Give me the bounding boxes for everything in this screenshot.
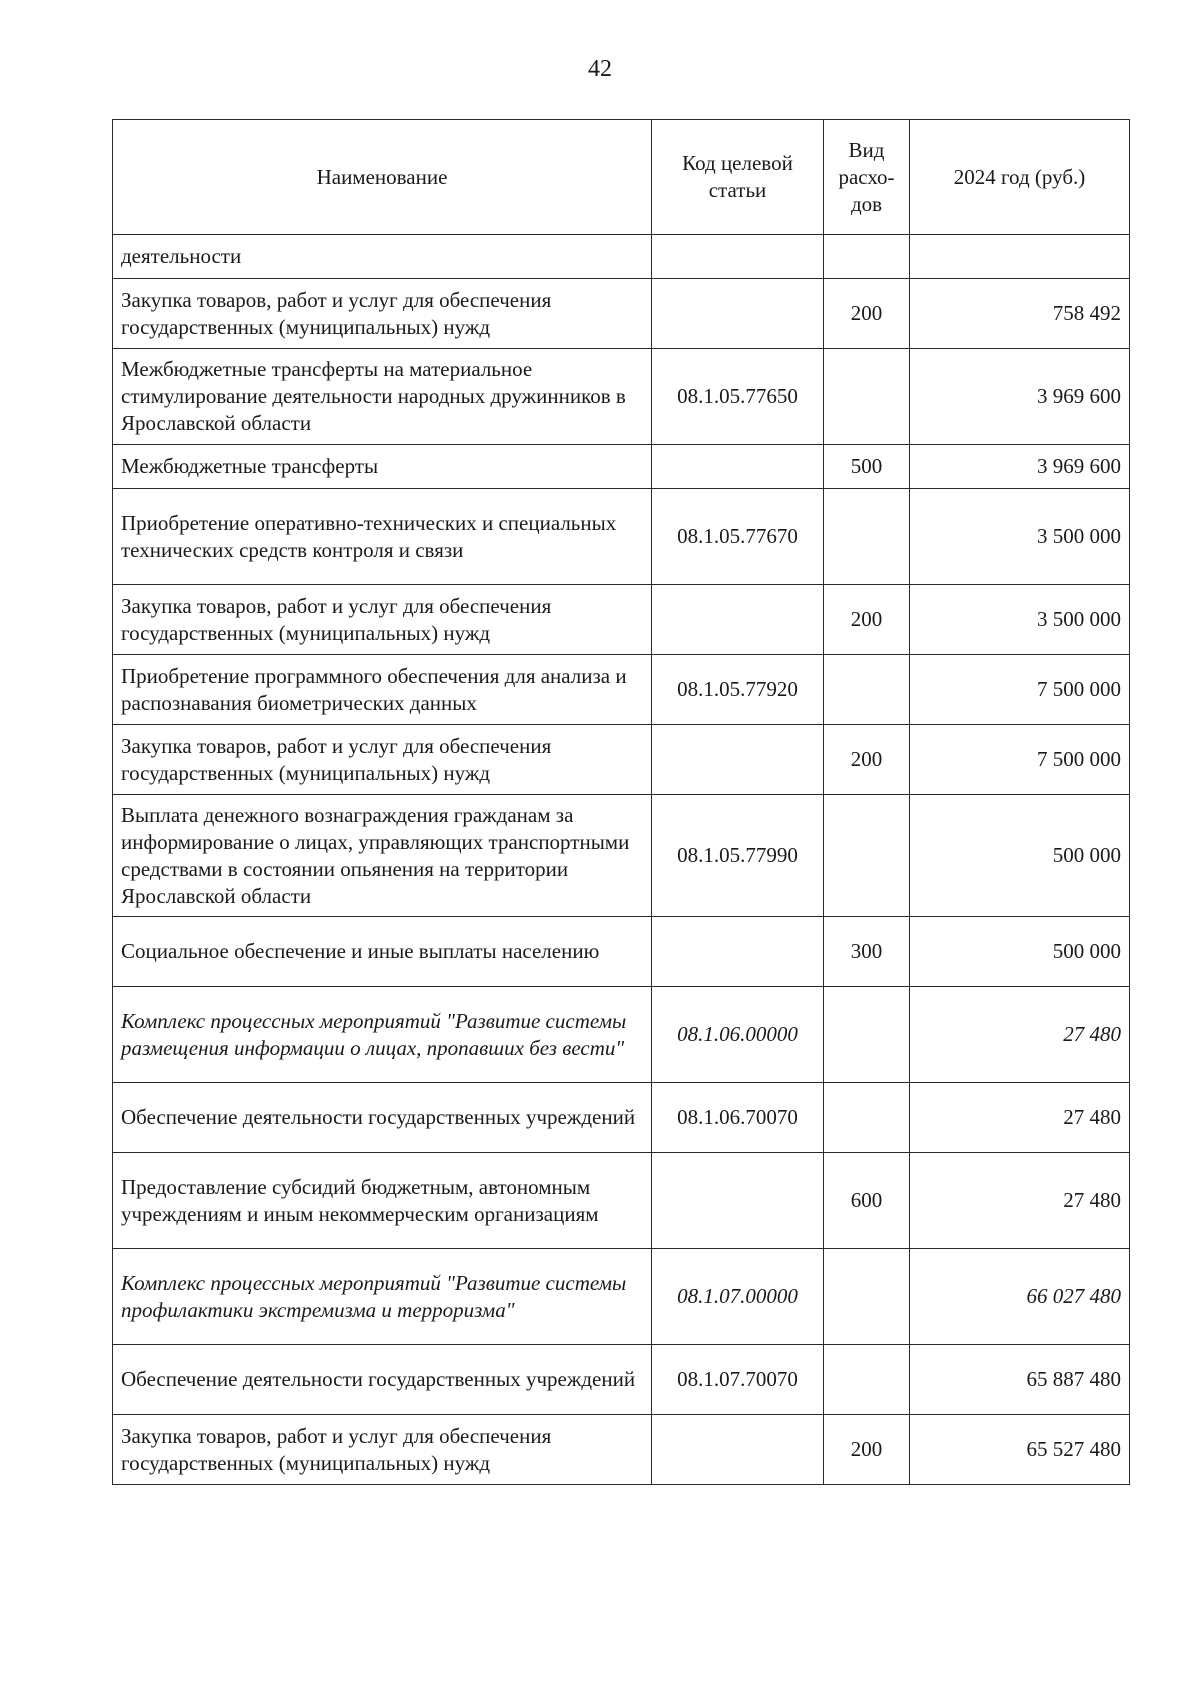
table-row <box>113 795 1130 917</box>
row-name-cell: Межбюджетные трансферты <box>113 445 652 489</box>
budget-table <box>112 119 1130 1485</box>
row-amount-cell: 7 500 000 <box>910 655 1130 725</box>
row-name-cell: Обеспечение деятельности государственных учреждений <box>113 1345 652 1415</box>
row-kind-cell: 500 <box>824 445 910 489</box>
row-kind-cell <box>824 349 910 445</box>
table-row <box>113 1415 1130 1485</box>
row-amount-cell: 65 887 480 <box>910 1345 1130 1415</box>
table-row <box>113 1083 1130 1153</box>
row-name-cell: Закупка товаров, работ и услуг для обеспечения государственных (муниципальных) нужд <box>113 585 652 655</box>
row-name-cell: Комплекс процессных мероприятий "Развитие системы профилактики экстремизма и терроризма" <box>113 1249 652 1345</box>
row-name-cell: Социальное обеспечение и иные выплаты населению <box>113 917 652 987</box>
table-row <box>113 655 1130 725</box>
row-code-cell <box>652 917 824 987</box>
row-name-cell: Закупка товаров, работ и услуг для обеспечения государственных (муниципальных) нужд <box>113 279 652 349</box>
row-amount-cell <box>910 235 1130 279</box>
row-code-cell <box>652 585 824 655</box>
row-code-cell: 08.1.05.77670 <box>652 489 824 585</box>
row-code-cell: 08.1.07.70070 <box>652 1345 824 1415</box>
table-row <box>113 917 1130 987</box>
row-kind-cell <box>824 1345 910 1415</box>
row-kind-cell <box>824 489 910 585</box>
row-kind-cell: 200 <box>824 585 910 655</box>
row-kind-cell: 300 <box>824 917 910 987</box>
row-name-cell: Выплата денежного вознаграждения гражданам за информирование о лицах, управляющих транспортными средствами в состоянии опьянения на территории Ярославской области <box>113 795 652 917</box>
row-code-cell: 08.1.06.00000 <box>652 987 824 1083</box>
row-amount-cell: 3 500 000 <box>910 585 1130 655</box>
row-amount-cell: 500 000 <box>910 917 1130 987</box>
row-amount-cell: 3 969 600 <box>910 445 1130 489</box>
row-amount-cell: 65 527 480 <box>910 1415 1130 1485</box>
row-name-cell: Приобретение оперативно-технических и специальных технических средств контроля и связи <box>113 489 652 585</box>
row-kind-cell <box>824 655 910 725</box>
row-kind-cell: 200 <box>824 725 910 795</box>
row-name-cell: Комплекс процессных мероприятий "Развитие системы размещения информации о лицах, пропавших без вести" <box>113 987 652 1083</box>
row-code-cell: 08.1.05.77650 <box>652 349 824 445</box>
table-header-row <box>113 120 1130 235</box>
row-code-cell <box>652 445 824 489</box>
row-name-cell: Межбюджетные трансферты на материальное стимулирование деятельности народных дружинников в Ярославской области <box>113 349 652 445</box>
row-code-cell <box>652 725 824 795</box>
row-amount-cell: 7 500 000 <box>910 725 1130 795</box>
row-kind-cell: 200 <box>824 279 910 349</box>
row-kind-cell <box>824 1083 910 1153</box>
table-row <box>113 585 1130 655</box>
row-amount-cell: 3 969 600 <box>910 349 1130 445</box>
row-code-cell <box>652 1415 824 1485</box>
row-amount-cell: 27 480 <box>910 1083 1130 1153</box>
row-name-cell: Предоставление субсидий бюджетным, автономным учреждениям и иным некоммерческим организациям <box>113 1153 652 1249</box>
row-kind-cell <box>824 1249 910 1345</box>
row-kind-cell: 600 <box>824 1153 910 1249</box>
header-kind: Вид расхо-дов <box>824 120 910 235</box>
table-row <box>113 279 1130 349</box>
row-kind-cell <box>824 795 910 917</box>
row-kind-cell <box>824 987 910 1083</box>
table-row <box>113 489 1130 585</box>
row-kind-cell <box>824 235 910 279</box>
row-amount-cell: 27 480 <box>910 1153 1130 1249</box>
row-amount-cell: 27 480 <box>910 987 1130 1083</box>
row-code-cell <box>652 235 824 279</box>
row-name-cell: деятельности <box>113 235 652 279</box>
table-row <box>113 1153 1130 1249</box>
row-name-cell: Закупка товаров, работ и услуг для обеспечения государственных (муниципальных) нужд <box>113 1415 652 1485</box>
table-row <box>113 725 1130 795</box>
row-amount-cell: 3 500 000 <box>910 489 1130 585</box>
row-amount-cell: 500 000 <box>910 795 1130 917</box>
table-row <box>113 445 1130 489</box>
row-code-cell: 08.1.05.77990 <box>652 795 824 917</box>
table-row <box>113 235 1130 279</box>
header-amount: 2024 год (руб.) <box>910 120 1130 235</box>
row-code-cell: 08.1.06.70070 <box>652 1083 824 1153</box>
row-code-cell: 08.1.05.77920 <box>652 655 824 725</box>
row-name-cell: Закупка товаров, работ и услуг для обеспечения государственных (муниципальных) нужд <box>113 725 652 795</box>
row-code-cell <box>652 279 824 349</box>
row-kind-cell: 200 <box>824 1415 910 1485</box>
table-row <box>113 1249 1130 1345</box>
table-row <box>113 1345 1130 1415</box>
table-row <box>113 349 1130 445</box>
page-number: 42 <box>588 56 612 82</box>
row-amount-cell: 66 027 480 <box>910 1249 1130 1345</box>
table-row <box>113 987 1130 1083</box>
row-amount-cell: 758 492 <box>910 279 1130 349</box>
header-code: Код целевой статьи <box>652 120 824 235</box>
header-name: Наименование <box>113 120 652 235</box>
row-name-cell: Обеспечение деятельности государственных учреждений <box>113 1083 652 1153</box>
row-code-cell <box>652 1153 824 1249</box>
row-name-cell: Приобретение программного обеспечения для анализа и распознавания биометрических данных <box>113 655 652 725</box>
row-code-cell: 08.1.07.00000 <box>652 1249 824 1345</box>
